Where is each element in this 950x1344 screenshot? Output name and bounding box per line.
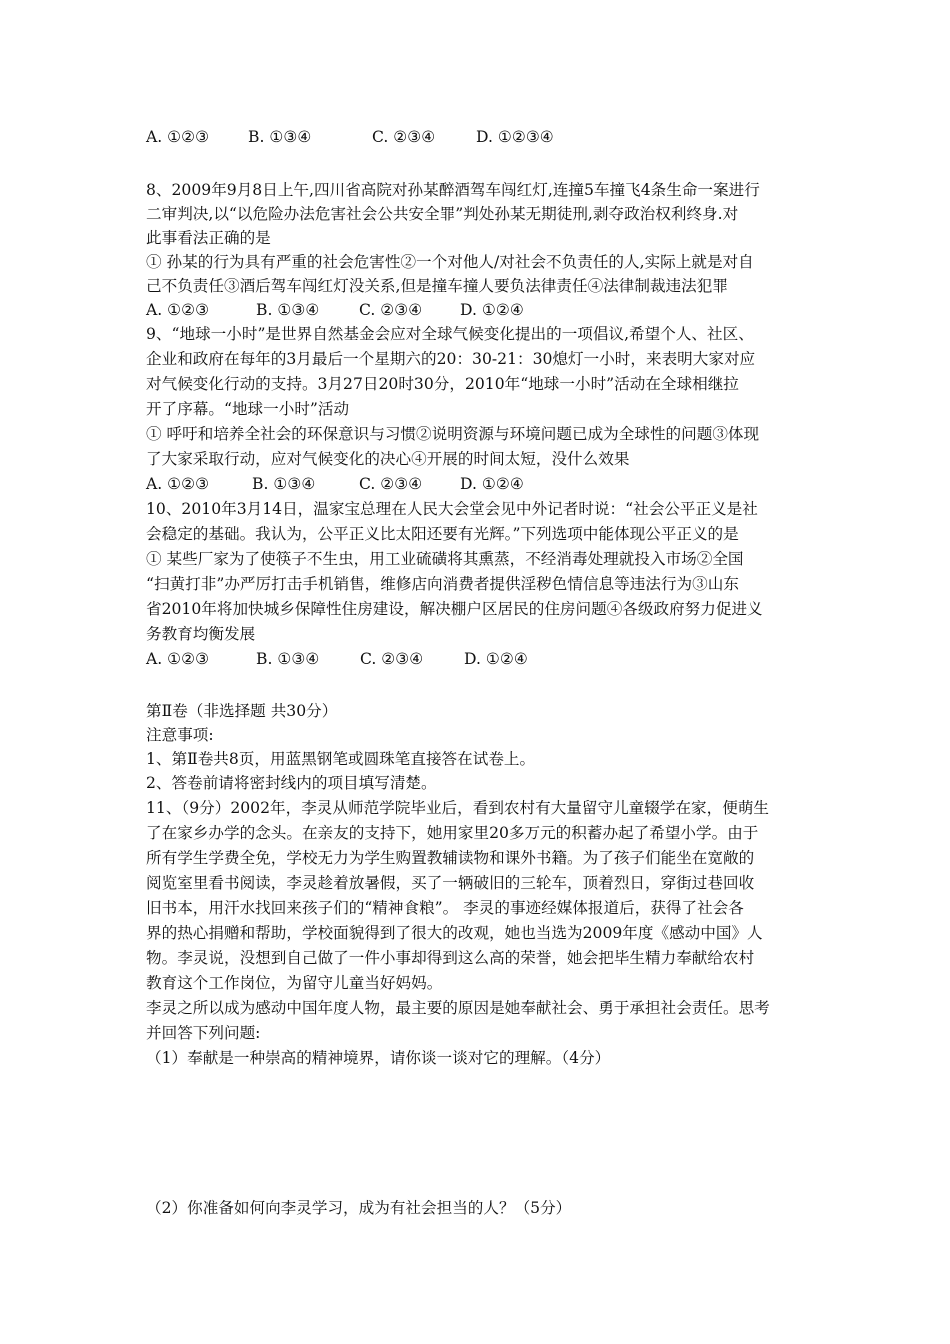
q11-line-5: 旧书本，用汗水找回来孩子们的“精神食粮”。 李灵的事迹经媒体报道后，获得了社会各 — [146, 899, 744, 917]
q8-line-5: 己不负责任③酒后驾车闯红灯没关系,但是撞车撞人要负法律责任④法律制裁违法犯罪 — [146, 277, 728, 295]
option-c: C. ②③④ — [359, 301, 423, 319]
q11-line-7: 物。李灵说，没想到自己做了一件小事却得到这么高的荣誉，她会把毕生精力奉献给农村 — [146, 949, 755, 967]
note-2: 2、答卷前请将密封线内的项目填写清楚。 — [146, 774, 437, 792]
q11-line-8: 教育这个工作岗位，为留守儿童当好妈妈。 — [146, 974, 443, 992]
q11-line-4: 阅览室里看书阅读，李灵趁着放暑假，买了一辆破旧的三轮车，顶着烈日，穿街过巷回收 — [146, 874, 755, 892]
q11-line-10: 并回答下列问题: — [146, 1024, 261, 1042]
q8-line-4: ① 孙某的行为具有严重的社会危害性②一个对他人/对社会不负责任的人,实际上就是对自 — [146, 253, 754, 271]
option-d: D. ①②④ — [460, 301, 524, 319]
q10-line-3: ① 某些厂家为了使筷子不生虫，用工业硫磺将其熏蒸，不经消毒处理就投入市场②全国 — [146, 550, 744, 568]
option-b: B. ①③④ — [248, 128, 312, 146]
option-a: A. ①②③ — [146, 650, 210, 668]
option-b: B. ①③④ — [256, 301, 320, 319]
q8-line-3: 此事看法正确的是 — [146, 229, 271, 247]
option-b: B. ①③④ — [252, 475, 316, 493]
q11-line-3: 所有学生学费全免，学校无力为学生购置教辅读物和课外书籍。为了孩子们能坐在宽敞的 — [146, 849, 755, 867]
q10-line-1: 10、2010年3月14日，温家宝总理在人民大会堂会见中外记者时说：“社会公平正义是社 — [146, 500, 758, 518]
option-d: D. ①②③④ — [476, 128, 554, 146]
q9-line-4: 开了序幕。“地球一小时”活动 — [146, 400, 350, 418]
notes-title: 注意事项: — [146, 726, 214, 744]
option-a: A. ①②③ — [146, 475, 210, 493]
q9-line-2: 企业和政府在每年的3月最后一个星期六的20：30-21：30熄灯一小时，来表明大家对应 — [146, 350, 756, 368]
q11-line-1: 11、（9分）2002年，李灵从师范学院毕业后，看到农村有大量留守儿童辍学在家，便萌生 — [146, 799, 770, 817]
q11-subquestion-1: （1）奉献是一种崇高的精神境界，请你谈一谈对它的理解。（4分） — [146, 1049, 611, 1067]
q10-line-2: 会稳定的基础。我认为，公平正义比太阳还要有光辉。”下列选项中能体现公平正义的是 — [146, 525, 739, 543]
option-b: B. ①③④ — [256, 650, 320, 668]
q11-line-6: 界的热心捐赠和帮助，学校面貌得到了很大的改观，她也当选为2009年度《感动中国》人 — [146, 924, 763, 942]
q9-options-row — [146, 474, 524, 494]
option-c: C. ②③④ — [359, 475, 423, 493]
option-a: A. ①②③ — [146, 301, 210, 319]
top-options-row — [146, 127, 554, 147]
option-d: D. ①②④ — [460, 475, 524, 493]
q8-line-1: 8、2009年9月8日上午,四川省高院对孙某醉酒驾车闯红灯,连撞5车撞飞4条生命一案进行 — [146, 181, 760, 199]
q9-line-3: 对气候变化行动的支持。3月27日20时30分，2010年“地球一小时”活动在全球相继拉 — [146, 375, 739, 393]
option-d: D. ①②④ — [464, 650, 528, 668]
q11-subquestion-2: （2）你准备如何向李灵学习，成为有社会担当的人？（5分） — [146, 1199, 572, 1217]
q11-line-9: 李灵之所以成为感动中国年度人物，最主要的原因是她奉献社会、勇于承担社会责任。思考 — [146, 999, 770, 1017]
q10-line-5: 省2010年将加快城乡保障性住房建设，解决棚户区居民的住房问题④各级政府努力促进义 — [146, 600, 763, 618]
q9-line-5: ① 呼吁和培养全社会的环保意识与习惯②说明资源与环境问题已成为全球性的问题③体现 — [146, 425, 760, 443]
answer-space-1[interactable] — [146, 1075, 826, 1185]
q10-line-4: “扫黄打非”办严厉打击手机销售，维修店向消费者提供淫秽色情信息等违法行为③山东 — [146, 575, 739, 593]
q11-line-2: 了在家乡办学的念头。在亲友的支持下，她用家里20多万元的积蓄办起了希望小学。由于 — [146, 824, 759, 842]
q9-line-1: 9、“地球一小时”是世界自然基金会应对全球气候变化提出的一项倡议,希望个人、社区、 — [146, 325, 754, 343]
q8-options-row — [146, 300, 524, 320]
section-title: 第Ⅱ卷（非选择题 共30分） — [146, 702, 338, 720]
answer-space-2[interactable] — [146, 1225, 826, 1325]
note-1: 1、第Ⅱ卷共8页，用蓝黑钢笔或圆珠笔直接答在试卷上。 — [146, 750, 536, 768]
option-a: A. ①②③ — [146, 128, 210, 146]
q10-options-row — [146, 649, 528, 669]
option-c: C. ②③④ — [372, 128, 436, 146]
q10-line-6: 务教育均衡发展 — [146, 625, 256, 643]
option-c: C. ②③④ — [360, 650, 424, 668]
q8-line-2: 二审判决,以“以危险办法危害社会公共安全罪”判处孙某无期徒刑,剥夺政治权利终身.对 — [146, 205, 739, 223]
q9-line-6: 了大家采取行动，应对气候变化的决心④开展的时间太短，没什么效果 — [146, 450, 630, 468]
